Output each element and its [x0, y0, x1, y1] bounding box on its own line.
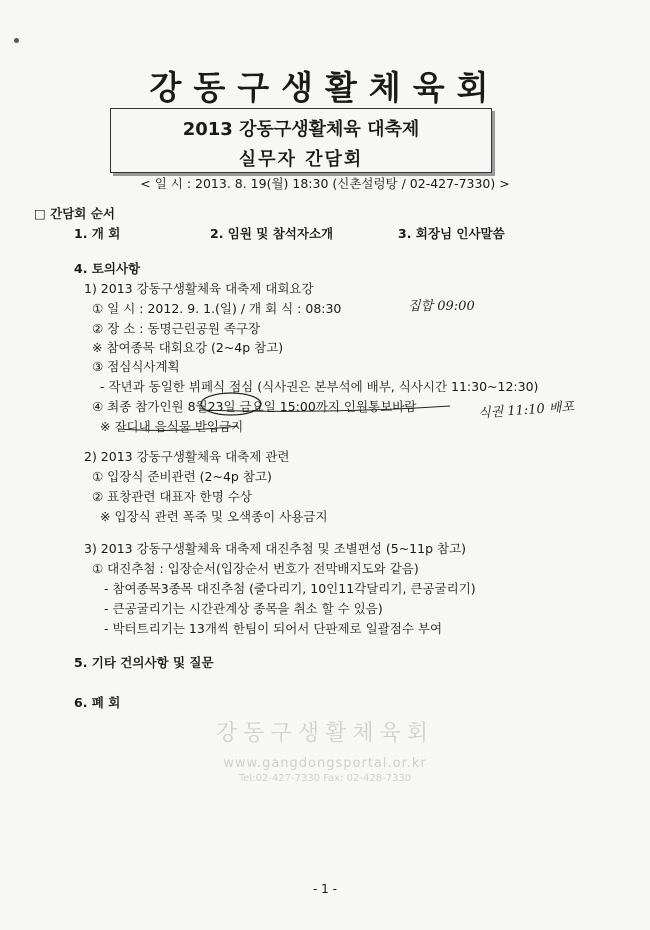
section1-date: ① 일 시 : 2012. 9. 1.(일) / 개 회 식 : 08:30	[92, 301, 342, 316]
section2-heading: 2) 2013 강동구생활체육 대축제 관련	[84, 449, 290, 464]
section1-heading: 1) 2013 강동구생활체육 대축제 대회요강	[84, 281, 314, 296]
handwritten-note-gathering: 집합 09:00	[408, 299, 475, 314]
agenda-item-greeting: 3. 회장님 인사말씀	[398, 226, 505, 241]
page-number: - 1 -	[313, 882, 337, 896]
watermark-contact: Tel:02-427-7330 Fax: 02-428-7330	[238, 773, 412, 784]
section1-venue: ② 장 소 : 동명근린공원 족구장	[92, 321, 261, 336]
section3-bowling-note: - 박터트리기는 13개씩 한팀이 되어서 단판제로 일괄점수 부여	[104, 621, 443, 636]
section2-award: ② 표창관련 대표자 한명 수상	[92, 489, 252, 504]
agenda-item-opening: 1. 개 회	[74, 226, 121, 241]
lawn-note-underline	[118, 426, 238, 430]
final-count-underline	[200, 406, 450, 411]
organization-title: 강동구생활체육회	[149, 68, 501, 107]
agenda-heading: □ 간담회 순서	[34, 206, 115, 221]
section2-entrance: ① 입장식 준비관련 (2~4p 참고)	[92, 469, 272, 484]
agenda-item-other: 5. 기타 건의사항 및 질문	[74, 655, 214, 670]
section2-ban: ※ 입장식 관련 폭죽 및 오색종이 사용금지	[100, 509, 328, 524]
agenda-item-discussion: 4. 토의사항	[74, 261, 141, 276]
section1-lawn-note: ※ 잔디내 음식물 반입금지	[100, 419, 244, 434]
section3-draw-events: - 참여종목3종목 대진추첨 (줄다리기, 10인11각달리기, 큰공굴리기)	[104, 581, 476, 596]
watermark-url: www.gangdongsportal.or.kr	[223, 756, 427, 771]
meeting-title: 실무자 간담회	[238, 149, 364, 170]
section1-lunch-detail: - 작년과 동일한 뷔페식 점심 (식사권은 본부석에 배부, 식사시간 11:30~12:30)	[100, 379, 539, 394]
circled-date-mark	[201, 393, 261, 415]
section1-events-note: ※ 참여종목 대회요강 (2~4p 참고)	[92, 340, 284, 355]
section3-draw: ① 대진추첨 : 입장순서(입장순서 번호가 전막배지도와 같음)	[92, 561, 419, 576]
watermark-org: 강동구생활체육회	[215, 721, 435, 746]
section1-final-count: ④ 최종 참가인원 8월23일 금요일 15:00까지 인원통보바람	[92, 399, 417, 414]
meeting-datetime: < 일 시 : 2013. 8. 19(월) 18:30 (신촌설렁탕 / 02-427-7330) >	[140, 176, 510, 191]
agenda-item-closing: 6. 폐 회	[74, 695, 121, 710]
section1-lunch-plan: ③ 점심식사계획	[92, 359, 180, 374]
section3-ball-note: - 큰공굴리기는 시간관계상 종목을 취소 할 수 있음)	[104, 601, 383, 616]
section3-heading: 3) 2013 강동구생활체육 대축제 대진추첨 및 조별편성 (5~11p 참고)	[84, 541, 467, 556]
event-title: 2013 강동구생활체육 대축제	[182, 119, 420, 140]
handwritten-note-meal-ticket: 식권 11:10 배포	[477, 399, 575, 422]
agenda-item-introductions: 2. 임원 및 참석자소개	[210, 226, 334, 241]
